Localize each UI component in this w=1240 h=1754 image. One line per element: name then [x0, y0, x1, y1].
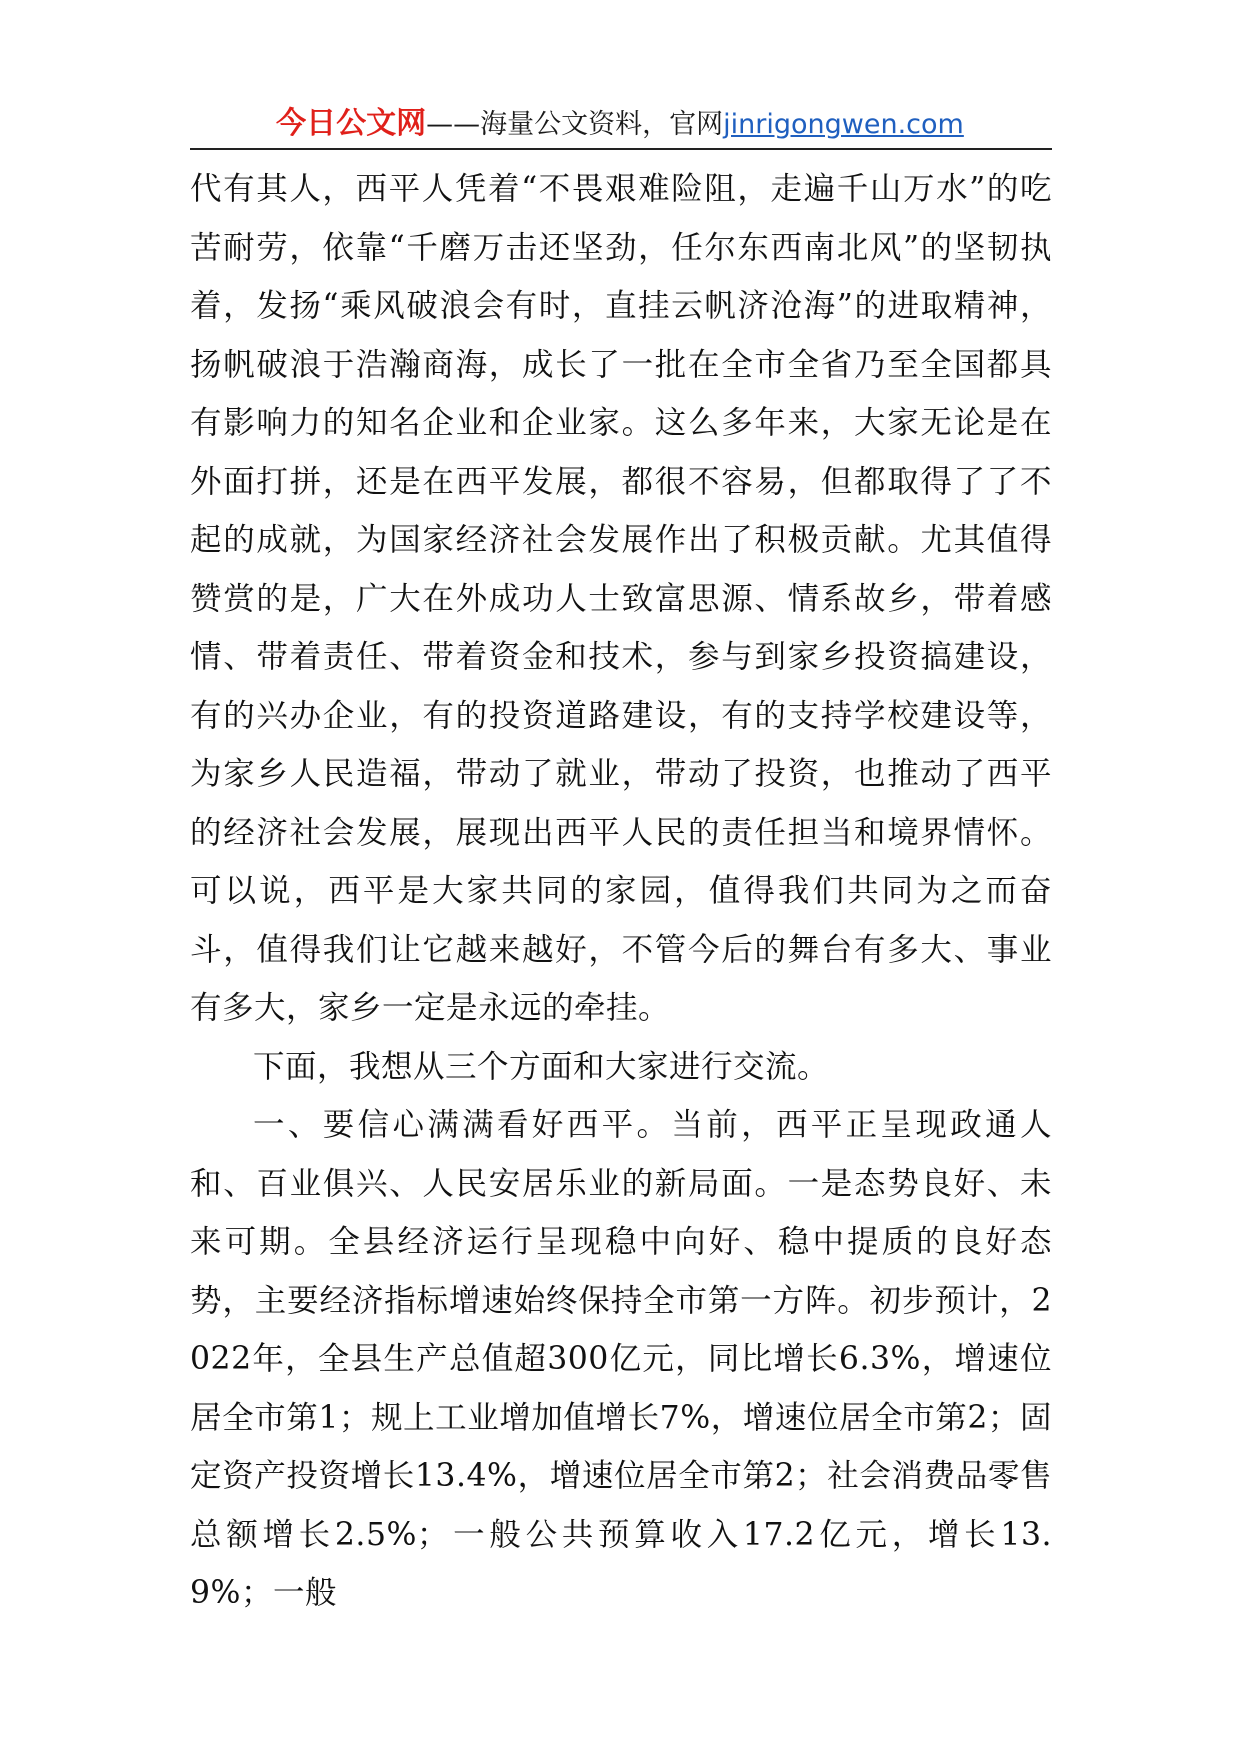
brand-name: 今日公文网: [276, 106, 427, 141]
page-header: [0, 104, 1240, 145]
body-paragraph-1: 代有其人，西平人凭着“不畏艰难险阻，走遍千山万水”的吃苦耐劳，依靠“千磨万击还坚劲，任尔东西南北风”的坚韧执着，发扬“乘风破浪会有时，直挂云帆济沧海”的进取精神，扬帆破浪于浩瀚商海，成长了一批在全市全省乃至全国都具有影响力的知名企业和企业家。这么多年来，大家无论是在外面打拼，还是在西平发展，都很不容易，但都取得了了不起的成就，为国家经济社会发展作出了积极贡献。尤其值得赞赏的是，广大在外成功人士致富思源、情系故乡，带着感情、带着责任、带着资金和技术，参与到家乡投资搞建设，有的兴办企业，有的投资道路建设，有的支持学校建设等，为家乡人民造福，带动了就业，带动了投资，也推动了西平的经济社会发展，展现出西平人民的责任担当和境界情怀。可以说，西平是大家共同的家园，值得我们共同为之而奋斗，值得我们让它越来越好，不管今后的舞台有多大、事业有多大，家乡一定是永远的牵挂。: [190, 171, 1052, 1026]
header-divider: [190, 148, 1052, 150]
website-link[interactable]: jinrigongwen.com: [723, 109, 964, 140]
body-paragraph-3: 一、要信心满满看好西平。当前，西平正呈现政通人和、百业俱兴、人民安居乐业的新局面。一是态势良好、未来可期。全县经济运行呈现稳中向好、稳中提质的良好态势，主要经济指标增速始终保持全市第一方阵。初步预计，2022年，全县生产总值超300亿元，同比增长6.3%，增速位居全市第1；规上工业增加值增长7%，增速位居全市第2；固定资产投资增长13.4%，增速位居全市第2；社会消费品零售总额增长2.5%；一般公共预算收入17.2亿元，增长13.9%；一般: [190, 1107, 1052, 1611]
body-paragraph-2: 下面，我想从三个方面和大家进行交流。: [253, 1048, 830, 1085]
document-body: [190, 160, 1052, 1623]
header-tagline: ——海量公文资料，官网: [426, 109, 724, 140]
